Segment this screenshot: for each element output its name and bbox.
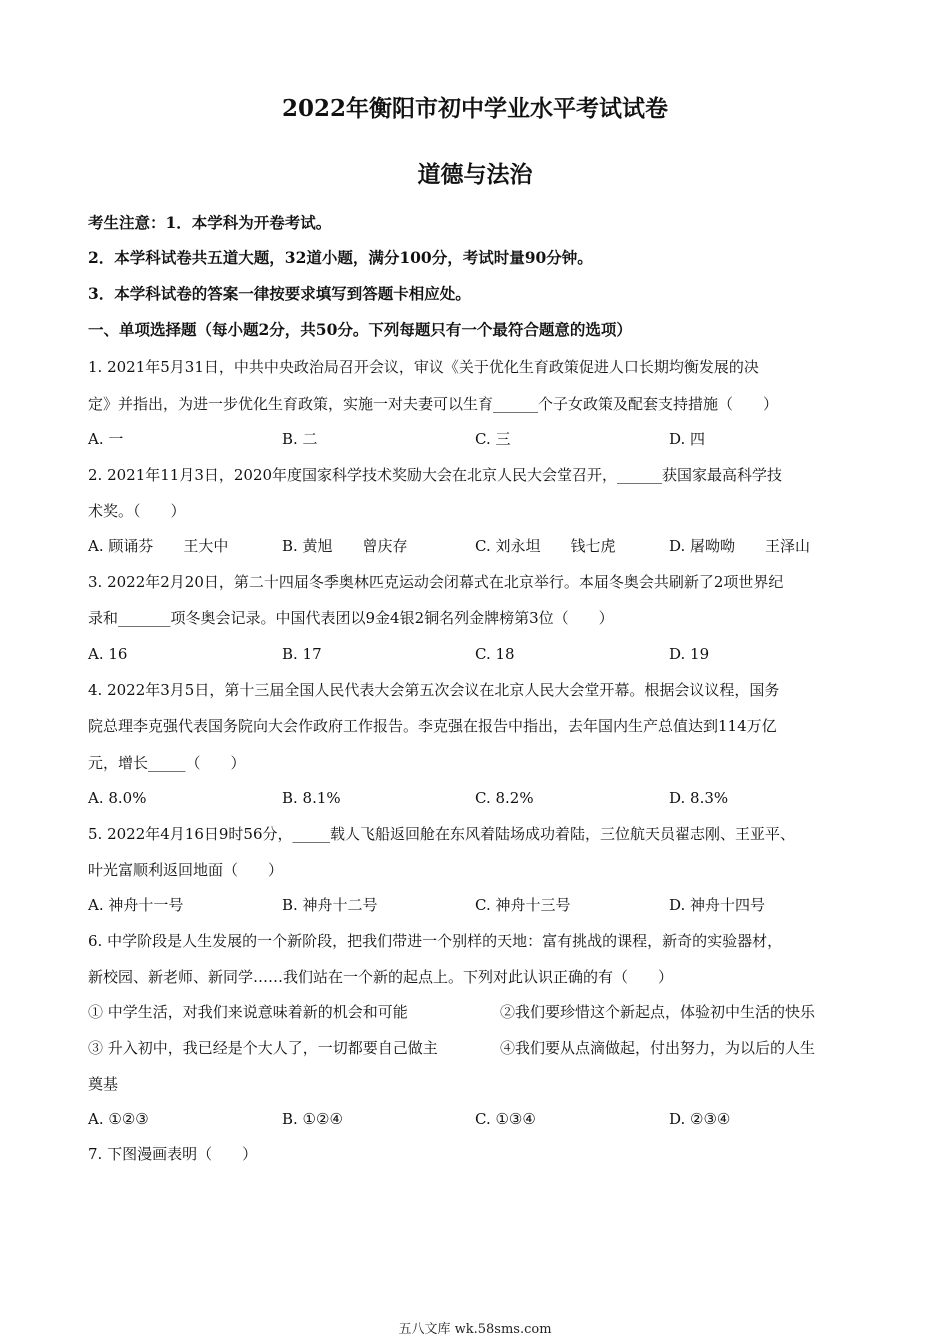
- q5-option-a: A. 神舟十一号: [88, 896, 184, 914]
- q5-option-d: D. 神舟十四号: [669, 896, 766, 914]
- question-5-line-2: 叶光富顺利返回地面（ ）: [88, 861, 284, 879]
- question-3-line-1: 3. 2022年2月20日，第二十四届冬季奥林匹克运动会闭幕式在北京举行。本届冬奥会共刷新了2项世界纪: [88, 573, 784, 591]
- question-4-line-1: 4. 2022年3月5日，第十三届全国人民代表大会第五次会议在北京人民大会堂开幕。根据会议议程，国务: [88, 681, 780, 699]
- q6-statement-1: ① 中学生活，对我们来说意味着新的机会和可能: [88, 1003, 408, 1021]
- q6-statement-4: ④我们要从点滴做起，付出努力，为以后的人生: [500, 1039, 816, 1057]
- notice-line-3: 3．本学科试卷的答案一律按要求填写到答题卡相应处。: [88, 284, 471, 303]
- q4-option-b: B. 8.1%: [282, 789, 341, 807]
- q4-option-d: D. 8.3%: [669, 789, 729, 807]
- q2-option-b: B. 黄旭 曾庆存: [282, 537, 408, 555]
- notice-line-2: 2．本学科试卷共五道大题，32道小题，满分100分，考试时量90分钟。: [88, 248, 593, 267]
- page-footer: 五八文库 wk.58sms.com: [398, 1322, 552, 1337]
- q6-option-d: D. ②③④: [669, 1110, 731, 1128]
- q4-option-a: A. 8.0%: [88, 789, 147, 807]
- q2-option-a: A. 顾诵芬 王大中: [88, 537, 229, 555]
- q2-option-d: D. 屠呦呦 王泽山: [669, 537, 811, 555]
- q1-option-b: B. 二: [282, 430, 318, 448]
- q6-option-b: B. ①②④: [282, 1110, 343, 1128]
- q6-statement-4-cont: 奠基: [88, 1075, 119, 1093]
- q3-option-d: D. 19: [669, 645, 710, 663]
- question-4-line-3: 元，增长_____（ ）: [88, 754, 246, 772]
- q1-option-a: A. 一: [88, 430, 124, 448]
- q6-option-c: C. ①③④: [475, 1110, 536, 1128]
- question-3-line-2: 录和_______项冬奥会记录。中国代表团以9金4银2铜名列金牌榜第3位（ ）: [88, 609, 614, 627]
- subject-title: 道德与法治: [417, 161, 533, 188]
- exam-title: 2022年衡阳市初中学业水平考试试卷: [281, 95, 668, 122]
- question-6-line-2: 新校园、新老师、新同学……我们站在一个新的起点上。下列对此认识正确的有（ ）: [88, 968, 674, 986]
- question-7-line-1: 7. 下图漫画表明（ ）: [88, 1145, 258, 1163]
- question-4-line-2: 院总理李克强代表国务院向大会作政府工作报告。李克强在报告中指出，去年国内生产总值达到114万亿: [88, 717, 777, 735]
- q3-option-c: C. 18: [475, 645, 515, 663]
- q4-option-c: C. 8.2%: [475, 789, 534, 807]
- question-2-line-2: 术奖。（ ）: [88, 502, 186, 520]
- question-1-line-1: 1. 2021年5月31日，中共中央政治局召开会议，审议《关于优化生育政策促进人口长期均衡发展的决: [88, 358, 759, 376]
- question-6-line-1: 6. 中学阶段是人生发展的一个新阶段，把我们带进一个别样的天地：富有挑战的课程，新奇的实验器材，: [88, 932, 783, 950]
- q1-option-c: C. 三: [475, 430, 511, 448]
- q1-option-d: D. 四: [669, 430, 706, 448]
- q5-option-b: B. 神舟十二号: [282, 896, 378, 914]
- q3-option-b: B. 17: [282, 645, 322, 663]
- q6-statement-3: ③ 升入初中，我已经是个大人了，一切都要自己做主: [88, 1039, 438, 1057]
- q2-option-c: C. 刘永坦 钱七虎: [475, 537, 616, 555]
- question-2-line-1: 2. 2021年11月3日，2020年度国家科学技术奖励大会在北京人民大会堂召开，______获国家最高科学技: [88, 466, 783, 484]
- q3-option-a: A. 16: [88, 645, 128, 663]
- question-5-line-1: 5. 2022年4月16日9时56分，_____载人飞船返回舱在东风着陆场成功着陆，三位航天员翟志刚、王亚平、: [88, 825, 796, 843]
- notice-line-1: 考生注意：1．本学科为开卷考试。: [88, 213, 332, 232]
- q5-option-c: C. 神舟十三号: [475, 896, 571, 914]
- q6-option-a: A. ①②③: [88, 1110, 149, 1128]
- section-heading: 一、单项选择题（每小题2分，共50分。下列每题只有一个最符合题意的选项）: [88, 320, 632, 339]
- question-1-line-2: 定》并指出，为进一步优化生育政策，实施一对夫妻可以生育______个子女政策及配套支持措施（ ）: [88, 395, 779, 413]
- q6-statement-2: ②我们要珍惜这个新起点，体验初中生活的快乐: [500, 1003, 816, 1021]
